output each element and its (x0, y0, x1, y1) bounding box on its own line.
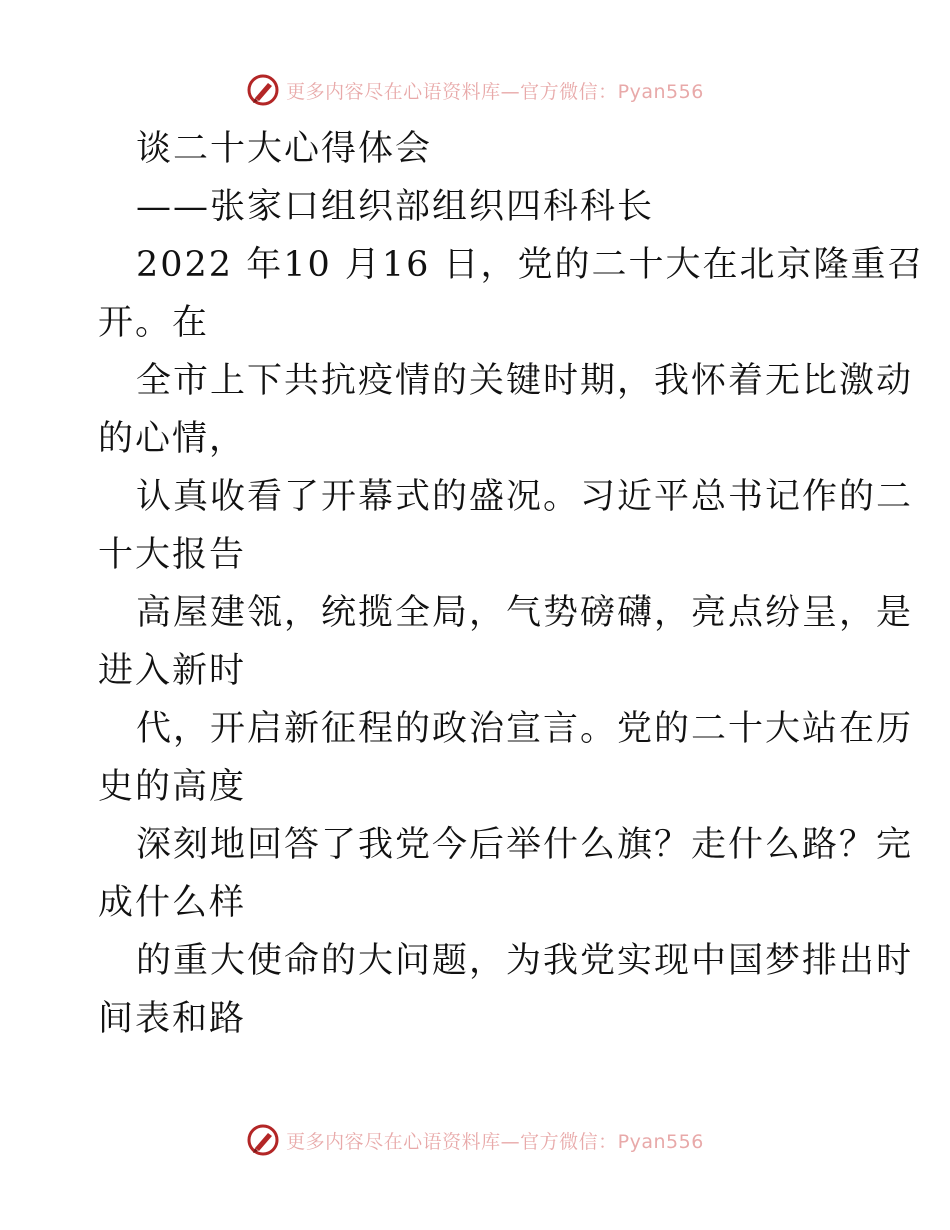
document-body (98, 120, 925, 1048)
document-byline: ——张家口组织部组织四科科长 (136, 187, 655, 227)
paragraph (98, 236, 925, 1048)
paragraph-line: 的重大使命的大问题，为我党实现中国梦排出时 (136, 941, 914, 981)
paragraph-line: 深刻地回答了我党今后举什么旗？走什么路？完 (136, 825, 914, 865)
paragraph-line: 代，开启新征程的政治宣言。党的二十大站在历 (136, 709, 914, 749)
pen-logo-icon (246, 73, 280, 107)
document-title: 谈二十大心得体会 (136, 129, 433, 169)
paragraph-line: 全市上下共抗疫情的关键时期，我怀着无比激动 (136, 361, 914, 401)
paragraph-line: 间表和路 (98, 999, 247, 1039)
paragraph-line: 成什么样 (98, 883, 247, 923)
paragraph-line: 高屋建瓴，统揽全局，气势磅礴，亮点纷呈，是 (136, 593, 914, 633)
pen-logo-icon (246, 1123, 280, 1157)
watermark-banner-top (0, 70, 950, 110)
paragraph-line: 2022 年10 月16 日，党的二十大在北京隆重召 (136, 245, 925, 285)
paragraph-line: 史的高度 (98, 767, 247, 807)
paragraph-line: 进入新时 (98, 651, 247, 691)
watermark-banner-bottom (0, 1120, 950, 1160)
watermark-text: 更多内容尽在心语资料库—官方微信：Pyan556 (286, 80, 704, 103)
paragraph-line: 认真收看了开幕式的盛况。习近平总书记作的二 (136, 477, 914, 517)
paragraph-line: 的心情， (98, 419, 247, 459)
paragraph-line: 开。在 (98, 303, 210, 343)
watermark-text: 更多内容尽在心语资料库—官方微信：Pyan556 (286, 1130, 704, 1153)
paragraph-line: 十大报告 (98, 535, 247, 575)
